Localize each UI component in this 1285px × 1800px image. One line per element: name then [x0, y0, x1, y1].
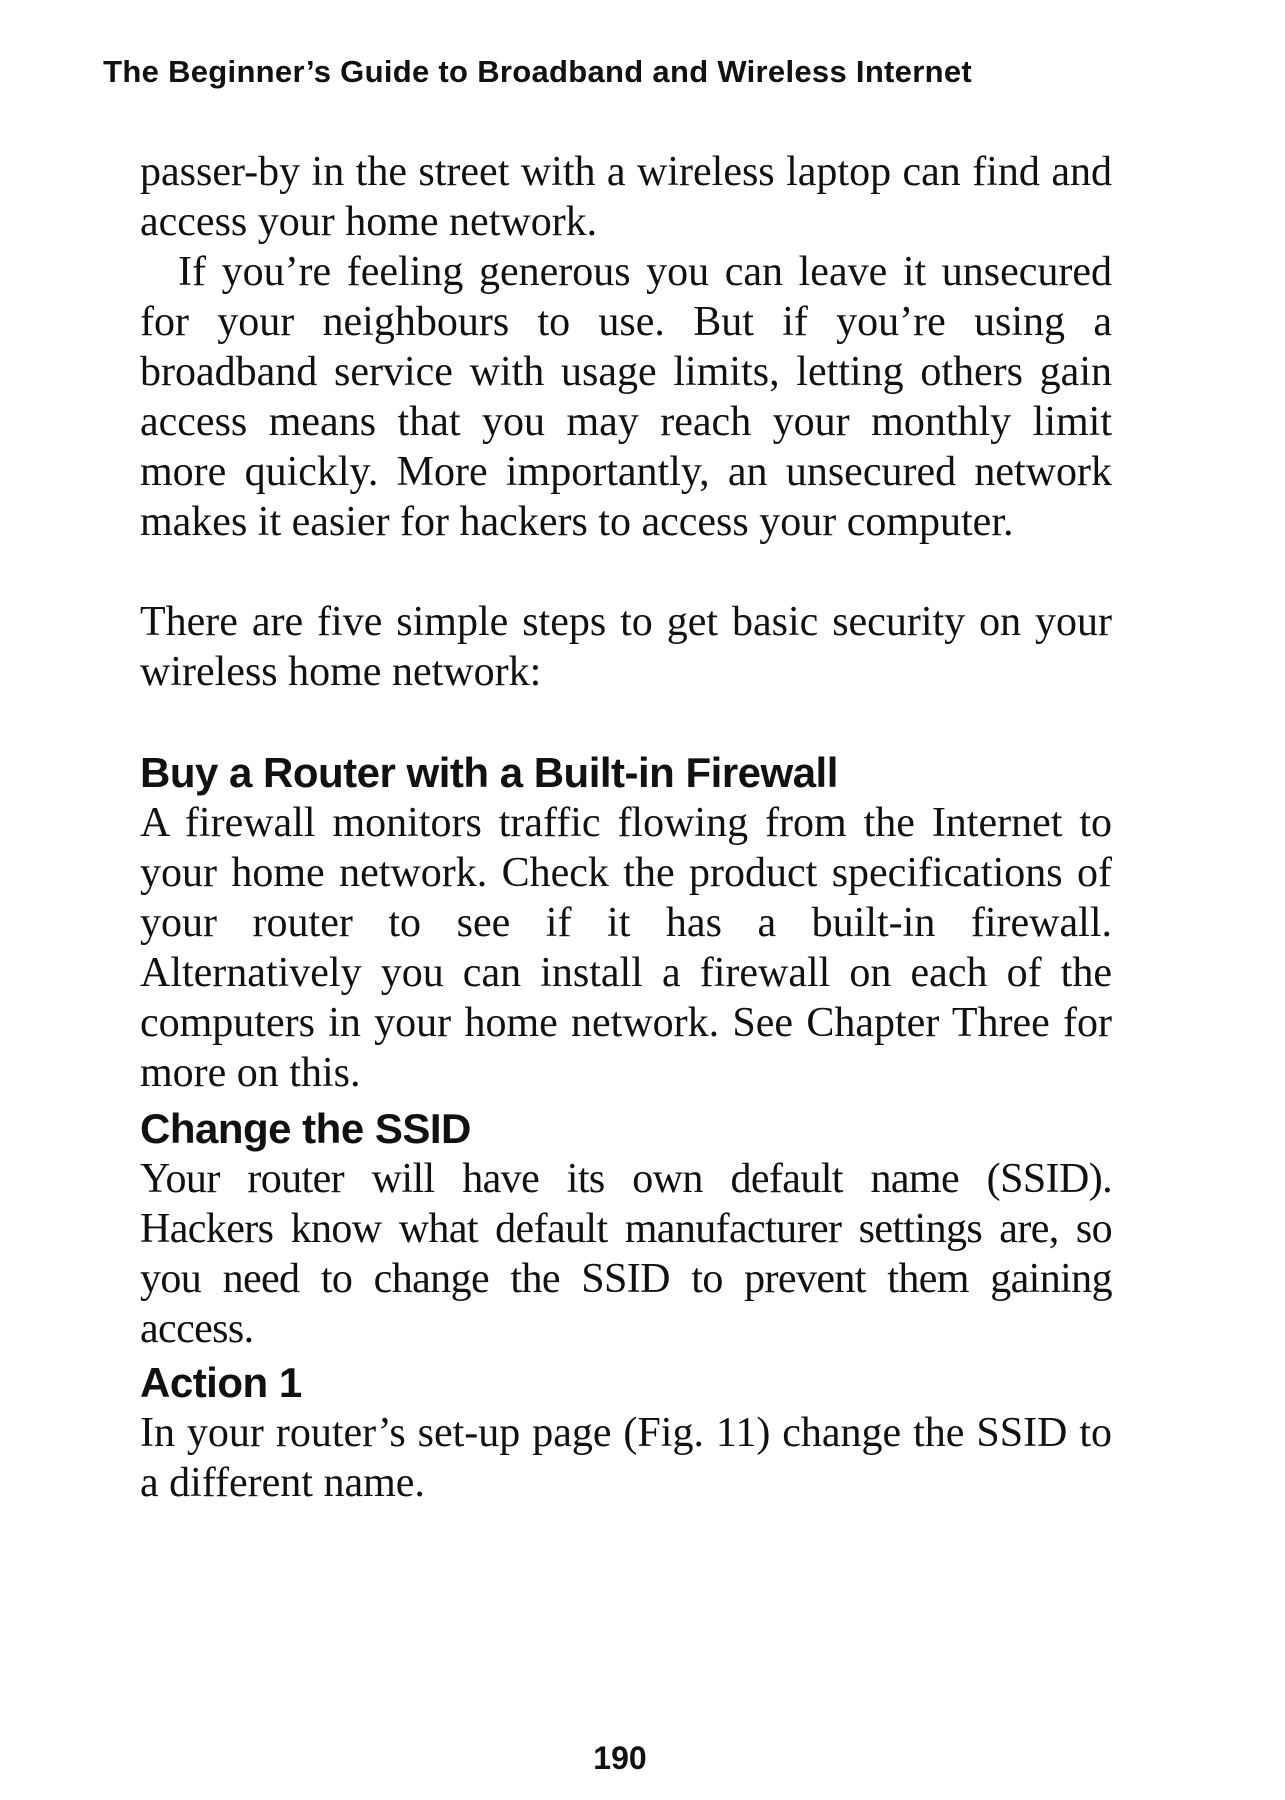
- steps-intro-paragraph: There are five simple steps to get basic security on your wireless home network:: [140, 599, 1112, 695]
- section-heading-action-1: Action 1: [140, 1359, 302, 1406]
- page-number: 190: [593, 1740, 647, 1776]
- section-body-ssid: Your router will have its own default name (SSID). Hackers know what default manufacturer settings are, so you need to change the SSID to prevent them gaining access.: [140, 1156, 1112, 1352]
- intro-continuation-paragraph: passer-by in the street with a wireless laptop can find and access your home network.: [140, 149, 1112, 245]
- running-header: The Beginner’s Guide to Broadband and Wireless Internet: [103, 54, 972, 89]
- section-body-action-1: In your router’s set-up page (Fig. 11) change the SSID to a different name.: [140, 1410, 1112, 1506]
- intro-paragraph: If you’re feeling generous you can leave it unsecured for your neighbours to use. But if you’re using a broadband service with usage limits, letting others gain access means that you may reach your monthly limit more quickly. More importantly, an unsecured network makes it easier for hackers to access your computer.: [140, 249, 1112, 545]
- section-body-firewall: A firewall monitors traffic flowing from the Internet to your home network. Check the product specifications of your router to see if it has a built-in firewall. Alternatively you can install a firewall on each of the computers in your home network. See Chapter Three for more on this.: [140, 800, 1112, 1096]
- section-heading-ssid: Change the SSID: [140, 1105, 471, 1152]
- section-heading-firewall: Buy a Router with a Built-in Firewall: [140, 749, 838, 796]
